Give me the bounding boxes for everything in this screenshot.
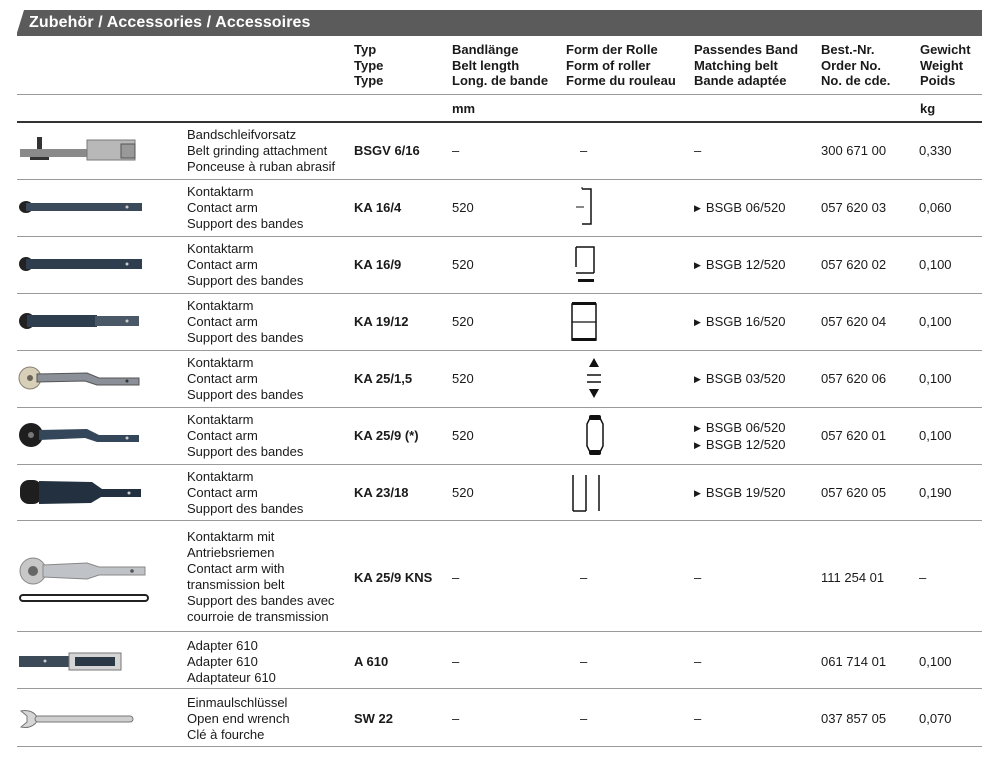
row-matching-belt: – bbox=[694, 654, 702, 669]
row-roller-form: – bbox=[580, 570, 588, 585]
row-type: KA 25/9 (*) bbox=[354, 428, 419, 443]
row-order-no: 057 620 01 bbox=[821, 428, 887, 443]
table-row bbox=[17, 122, 982, 179]
row-roller-form: – bbox=[580, 654, 588, 669]
row-matching-belt: – bbox=[694, 570, 702, 585]
row-description: Kontaktarm Contact arm Support des bandes bbox=[187, 241, 304, 288]
row-type: BSGV 6/16 bbox=[354, 143, 420, 158]
table-row bbox=[17, 465, 982, 520]
row-type: KA 25/1,5 bbox=[354, 371, 413, 386]
section-title-bar bbox=[17, 10, 982, 36]
header-weight: Gewicht Weight Poids bbox=[920, 42, 971, 88]
row-belt-length: 520 bbox=[452, 371, 474, 386]
contact-arm-image bbox=[17, 310, 147, 332]
row-belt-length: – bbox=[452, 570, 460, 585]
row-type: KA 16/9 bbox=[354, 257, 402, 272]
row-belt-length: 520 bbox=[452, 314, 474, 329]
row-weight: 0,100 bbox=[919, 371, 952, 386]
table-row bbox=[17, 351, 982, 407]
row-description: Kontaktarm Contact arm Support des bandes bbox=[187, 298, 304, 345]
contact-arm-image bbox=[17, 255, 147, 275]
row-type: KA 23/18 bbox=[354, 485, 409, 500]
row-order-no: 111 254 01 bbox=[821, 570, 885, 585]
section-title: Zubehör / Accessories / Accessoires bbox=[29, 14, 311, 31]
row-description: Bandschleifvorsatz Belt grinding attachment Ponceuse à ruban abrasif bbox=[187, 127, 336, 174]
row-weight: 0,100 bbox=[919, 428, 952, 443]
roller-shape-18-icon bbox=[569, 469, 603, 515]
row-belt-length: – bbox=[452, 711, 460, 726]
contact-arm-image bbox=[17, 365, 147, 391]
row-roller-form: – bbox=[580, 143, 588, 158]
row-weight: 0,100 bbox=[919, 257, 952, 272]
table-row bbox=[17, 689, 982, 746]
row-order-no: 057 620 06 bbox=[821, 371, 887, 386]
row-belt-length: 520 bbox=[452, 200, 474, 215]
row-order-no: 037 857 05 bbox=[821, 711, 887, 726]
header-type: Typ Type Type bbox=[354, 42, 384, 88]
row-weight: 0,100 bbox=[919, 314, 952, 329]
row-type: SW 22 bbox=[354, 711, 394, 726]
row-description: Adapter 610 Adapter 610 Adaptateur 610 bbox=[187, 638, 276, 685]
unit-weight: kg bbox=[920, 101, 936, 116]
row-type: A 610 bbox=[354, 654, 389, 669]
contact-arm-image bbox=[17, 198, 147, 218]
unit-belt-length: mm bbox=[452, 101, 476, 116]
row-order-no: 057 620 02 bbox=[821, 257, 887, 272]
row-order-no: 061 714 01 bbox=[821, 654, 887, 669]
row-matching-belt: ▶ BSGB 06/520 bbox=[694, 200, 786, 215]
row-weight: 0,060 bbox=[919, 200, 952, 215]
row-description: Kontaktarm Contact arm Support des bandes bbox=[187, 469, 304, 516]
row-description: Kontaktarm Contact arm Support des bandes bbox=[187, 184, 304, 231]
row-type: KA 19/12 bbox=[354, 314, 409, 329]
belt-grinding-attachment-image bbox=[17, 132, 145, 170]
roller-shape-25-9-icon bbox=[583, 412, 607, 460]
contact-arm-image bbox=[17, 475, 147, 507]
roller-shape-9-icon bbox=[572, 243, 600, 287]
row-order-no: 057 620 04 bbox=[821, 314, 887, 329]
header-divider bbox=[17, 94, 982, 95]
row-matching-belt: ▶ BSGB 12/520 bbox=[694, 257, 786, 272]
contact-arm-image bbox=[17, 421, 147, 449]
row-description: Kontaktarm mit Antriebsriemen Contact arm with transmission belt Support des bandes avec courroie de transmission bbox=[187, 529, 335, 624]
row-order-no: 300 671 00 bbox=[821, 143, 887, 158]
header-matching-belt: Passendes Band Matching belt Bande adaptée bbox=[694, 42, 799, 88]
row-type: KA 16/4 bbox=[354, 200, 402, 215]
row-type: KA 25/9 KNS bbox=[354, 570, 433, 585]
header-order-no: Best.-Nr. Order No. No. de cde. bbox=[821, 42, 891, 88]
table-row bbox=[17, 180, 982, 236]
row-weight: 0,190 bbox=[919, 485, 952, 500]
wrench-image bbox=[17, 707, 141, 731]
row-order-no: 057 620 05 bbox=[821, 485, 887, 500]
roller-shape-1-5-icon bbox=[585, 355, 605, 401]
row-matching-belt: – bbox=[694, 711, 702, 726]
table-row bbox=[17, 632, 982, 688]
header-roller-form: Form der Rolle Form of roller Forme du rouleau bbox=[566, 42, 676, 88]
row-description: Einmaulschlüssel Open end wrench Clé à fourche bbox=[187, 695, 290, 742]
row-matching-belt: ▶ BSGB 19/520 bbox=[694, 485, 786, 500]
row-matching-belt: ▶ BSGB 16/520 bbox=[694, 314, 786, 329]
row-matching-belt: – bbox=[694, 143, 702, 158]
table-row bbox=[17, 237, 982, 293]
row-weight: 0,070 bbox=[919, 711, 952, 726]
row-weight: 0,100 bbox=[919, 654, 952, 669]
table-row bbox=[17, 408, 982, 464]
row-matching-belt: ▶ BSGB 03/520 bbox=[694, 371, 786, 386]
row-description: Kontaktarm Contact arm Support des bandes bbox=[187, 412, 304, 459]
table-row bbox=[17, 294, 982, 350]
row-belt-length: 520 bbox=[452, 428, 474, 443]
table-row bbox=[17, 521, 982, 631]
contact-arm-with-belt-image bbox=[17, 551, 151, 607]
header-belt-length: Bandlänge Belt length Long. de bande bbox=[452, 42, 549, 88]
row-belt-length: 520 bbox=[452, 257, 474, 272]
roller-shape-12-icon bbox=[569, 298, 601, 344]
row-belt-length: 520 bbox=[452, 485, 474, 500]
row-description: Kontaktarm Contact arm Support des bandes bbox=[187, 355, 304, 402]
row-roller-form: – bbox=[580, 711, 588, 726]
row-weight: 0,330 bbox=[919, 143, 952, 158]
row-order-no: 057 620 03 bbox=[821, 200, 887, 215]
row-belt-length: – bbox=[452, 654, 460, 669]
roller-shape-4-icon bbox=[572, 186, 596, 230]
row-matching-belt: ▶ BSGB 06/520 ▶ BSGB 12/520 bbox=[694, 420, 786, 452]
row-belt-length: – bbox=[452, 143, 460, 158]
row-weight: – bbox=[919, 570, 927, 585]
adapter-image bbox=[17, 650, 137, 672]
